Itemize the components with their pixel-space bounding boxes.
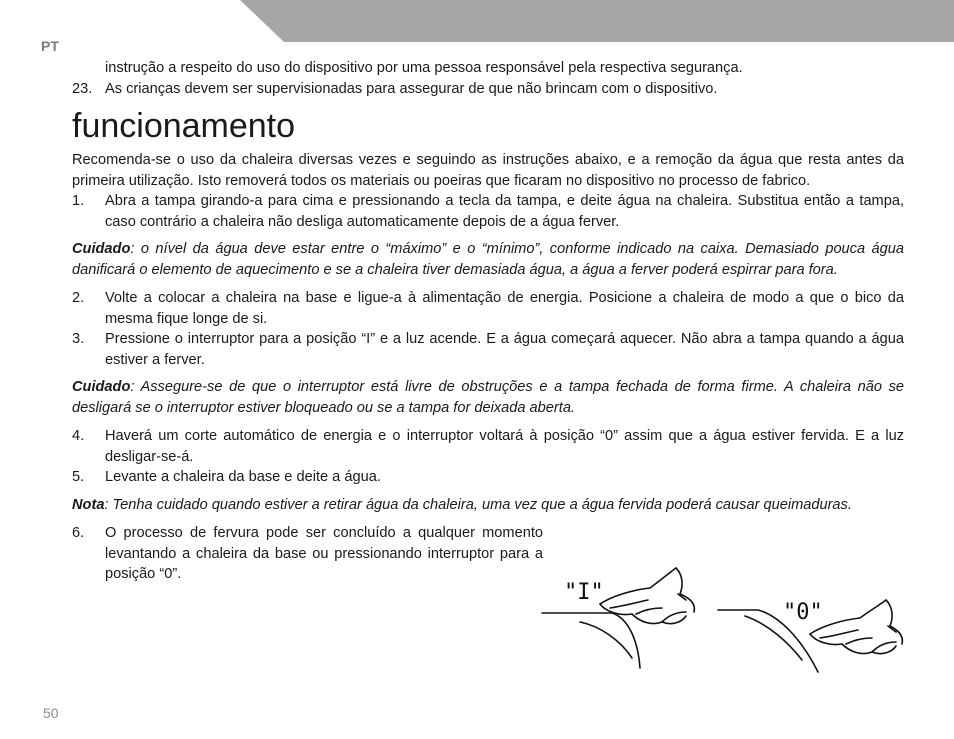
switch-on-label: "I" bbox=[564, 580, 604, 605]
step-number: 1. bbox=[72, 193, 85, 209]
step-text: Haverá um corte automático de energia e o interruptor voltará à posição “0” assim que a água estiver fervida. E a luz desligar-se-á. bbox=[105, 428, 904, 465]
continued-item-text: instrução a respeito do uso do dispositivo por uma pessoa responsável pela respectiva segurança. bbox=[105, 60, 743, 76]
caution-note-2 bbox=[72, 377, 904, 418]
note-text: : Assegure-se de que o interruptor está livre de obstruções e a tampa fechada de forma firme. A chaleira não se desligará se o interruptor estiver bloqueado ou se a tampa for deixada aberta. bbox=[72, 379, 904, 416]
section-heading: funcionamento bbox=[72, 107, 296, 145]
header-bar bbox=[240, 0, 954, 42]
note-warning bbox=[72, 495, 904, 516]
step-text: Volte a colocar a chaleira na base e ligue-a à alimentação de energia. Posicione a chaleira de modo a que o bico da mesma fique longe de si. bbox=[105, 290, 904, 327]
step-text: Abra a tampa girando-a para cima e pressionando a tecla da tampa, e deite água na chaleira. Substitua então a tampa, caso contrário a chaleira não desliga automaticamente depois de a água ferver. bbox=[105, 193, 904, 230]
switch-off-label: "0" bbox=[783, 600, 823, 625]
step-3 bbox=[72, 329, 904, 370]
intro-paragraph: Recomenda-se o uso da chaleira diversas vezes e seguindo as instruções abaixo, e a remoção da água que resta antes da primeira utilização. Isto removerá todos os materiais ou poeiras que ficaram no dispositivo no processo de fabrico. bbox=[72, 152, 904, 189]
caution-note-1 bbox=[72, 239, 904, 280]
step-number: 4. bbox=[72, 428, 85, 444]
language-tag: PT bbox=[41, 38, 59, 54]
step-1 bbox=[72, 191, 904, 232]
switch-illustration bbox=[540, 560, 910, 675]
note-text: : Tenha cuidado quando estiver a retirar água da chaleira, uma vez que a água fervida poderá causar queimaduras. bbox=[104, 496, 852, 513]
step-text: Pressione o interruptor para a posição “I” e a luz acende. E a água começará aquecer. Não abra a tampa quando a água estiver a ferver. bbox=[105, 331, 904, 368]
step-number: 5. bbox=[72, 469, 85, 485]
page-number: 50 bbox=[43, 705, 59, 721]
note-label: Nota bbox=[72, 496, 105, 513]
item-text: As crianças devem ser supervisionadas para assegurar de que não brincam com o dispositivo. bbox=[105, 80, 718, 97]
step-2 bbox=[72, 288, 904, 329]
step-6 bbox=[72, 523, 543, 585]
note-label: Cuidado bbox=[72, 241, 131, 257]
step-number: 2. bbox=[72, 290, 85, 306]
step-number: 6. bbox=[72, 525, 85, 541]
step-number: 3. bbox=[72, 331, 85, 347]
step-text: Levante a chaleira da base e deite a água. bbox=[105, 469, 381, 485]
note-text: : o nível da água deve estar entre o “máximo” e o “mínimo”, conforme indicado na caixa. Demasiado pouca água danificará o elemento de aquecimento e se a chaleira tiver demasiada água, a água a ferver poderá espirrar para fora. bbox=[72, 241, 904, 278]
page-content bbox=[72, 58, 904, 585]
step-5 bbox=[72, 467, 904, 488]
list-item-23 bbox=[72, 79, 904, 100]
step-4 bbox=[72, 426, 904, 467]
note-label: Cuidado bbox=[72, 379, 131, 395]
item-number: 23. bbox=[72, 80, 93, 97]
step-text: O processo de fervura pode ser concluído a qualquer momento levantando a chaleira da base ou pressionando interruptor para a posição “0”. bbox=[105, 525, 543, 582]
hand-press-switch-icon bbox=[540, 560, 910, 675]
